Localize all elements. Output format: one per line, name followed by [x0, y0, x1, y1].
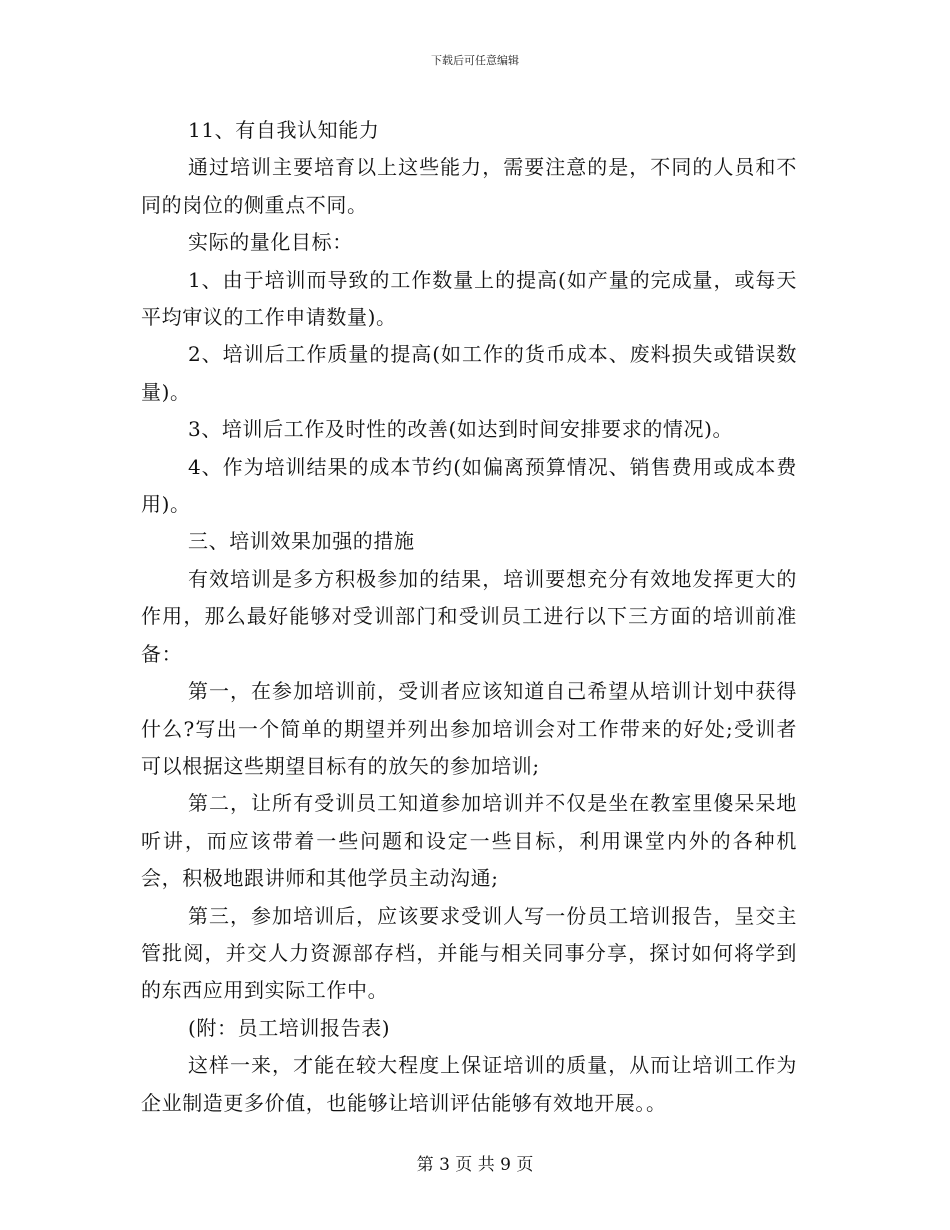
paragraph: 4、作为培训结果的成本节约(如偏离预算情况、销售费用或成本费用)。 [141, 454, 797, 517]
page-footer [0, 1153, 950, 1177]
paragraph: 这样一来，才能在较大程度上保证培训的质量，从而让培训工作为企业制造更多价值，也能够让培训评估能够有效地开展。。 [141, 1053, 797, 1115]
paragraph: 第二，让所有受训员工知道参加培训并不仅是坐在教室里傻呆呆地听讲，而应该带着一些问题和设定一些目标，利用课堂内外的各种机会，积极地跟讲师和其他学员主动沟通; [141, 791, 797, 891]
paragraph: 1、由于培训而导致的工作数量上的提高(如产量的完成量，或每天平均审议的工作申请数量)。 [141, 267, 797, 330]
paragraph: 11、有自我认知能力 [188, 118, 380, 142]
paragraph: 3、培训后工作及时性的改善(如达到时间安排要求的情况)。 [188, 417, 734, 442]
paragraph: 2、培训后工作质量的提高(如工作的货币成本、废料损失或错误数量)。 [141, 342, 797, 404]
section-heading: 三、培训效果加强的措施 [188, 529, 415, 554]
paragraph: 第一，在参加培训前，受训者应该知道自己希望从培训计划中获得什么?写出一个简单的期望并列出参加培训会对工作带来的好处;受训者可以根据这些期望目标有的放矢的参加培训; [141, 679, 797, 778]
page-number: 3 [439, 1155, 450, 1175]
paragraph: 有效培训是多方积极参加的结果，培训要想充分有效地发挥更大的作用，那么最好能够对受训部门和受训员工进行以下三方面的培训前准备： [141, 566, 797, 666]
footer-suffix: 页 [516, 1155, 534, 1175]
total-pages: 9 [500, 1155, 511, 1175]
paragraph: 通过培训主要培育以上这些能力，需要注意的是，不同的人员和不同的岗位的侧重点不同。 [141, 155, 797, 217]
paragraph: 实际的量化目标： [188, 230, 353, 255]
document-body [141, 112, 797, 1122]
page-header: 下载后可任意编辑 [431, 54, 519, 67]
footer-middle: 页 共 [455, 1155, 495, 1175]
paragraph: (附：员工培训报告表) [188, 1015, 391, 1040]
paragraph: 第三，参加培训后，应该要求受训人写一份员工培训报告，呈交主管批阅，并交人力资源部存档，并能与相关同事分享，探讨如何将学到的东西应用到实际工作中。 [141, 903, 797, 1003]
footer-prefix: 第 [416, 1155, 434, 1175]
